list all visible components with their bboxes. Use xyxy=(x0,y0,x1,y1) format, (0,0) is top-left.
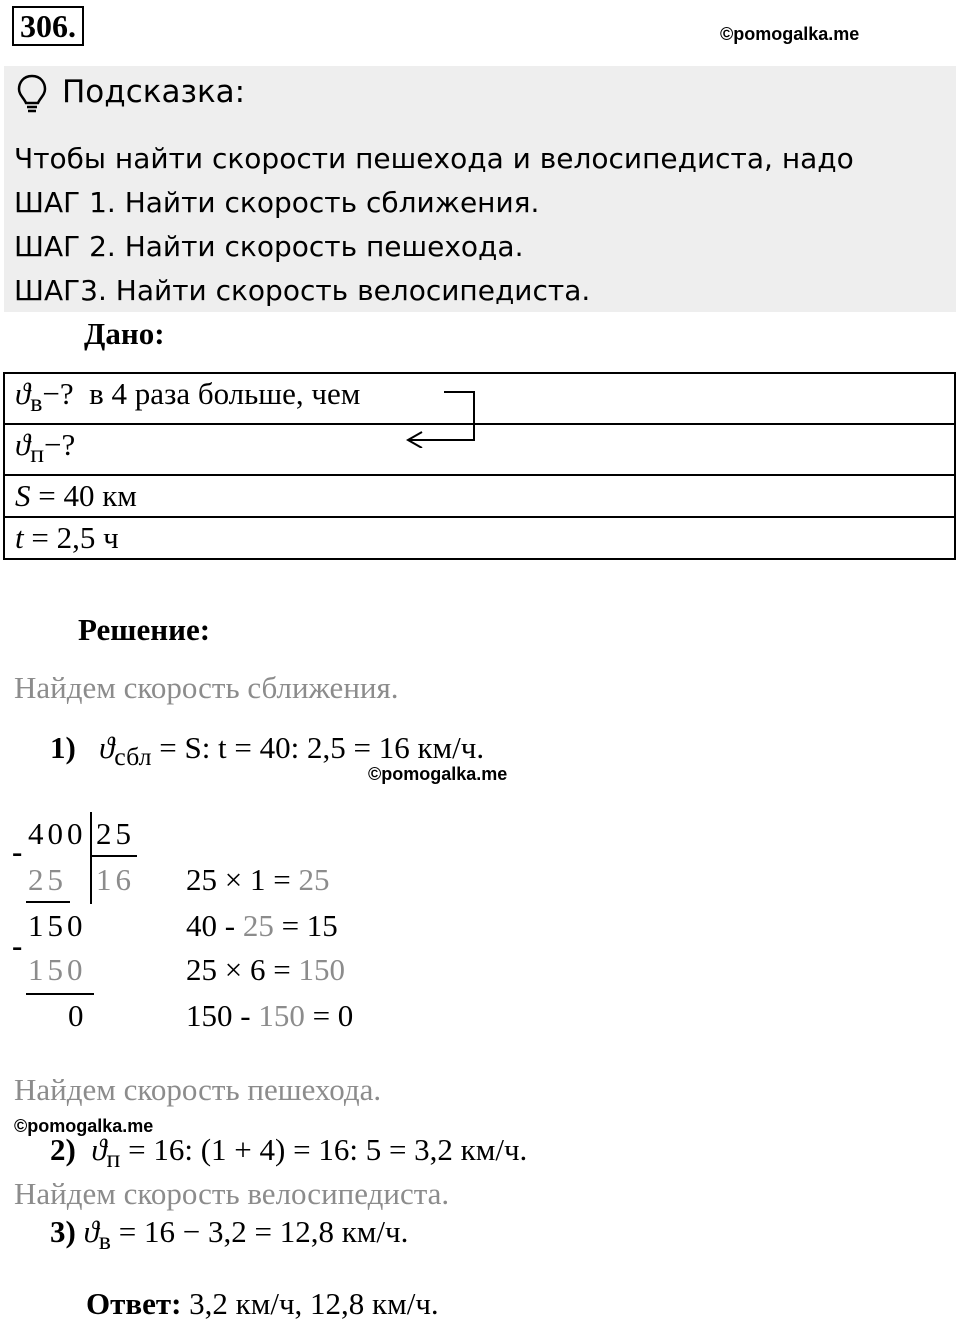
subscript: п xyxy=(106,1144,121,1174)
hint-title: Подсказка: xyxy=(62,74,246,110)
time-symbol: t xyxy=(15,520,24,556)
minus-sign: - xyxy=(12,834,23,869)
answer xyxy=(86,1286,439,1322)
watermark: ©pomogalka.me xyxy=(368,764,508,784)
step-2-equation xyxy=(50,1132,527,1174)
hint-step-3 xyxy=(14,274,590,307)
minus-sign: - xyxy=(12,928,23,963)
task-number: 306. xyxy=(12,6,84,46)
watermark: ©pomogalka.me xyxy=(14,1116,154,1136)
given-value: = 2,5 ч xyxy=(23,520,119,556)
velocity-symbol: ϑ xyxy=(91,1132,107,1167)
subtraction-line xyxy=(26,901,70,903)
division-vertical-line xyxy=(90,812,92,904)
step-label: ШАГ3. xyxy=(14,274,107,307)
subscript: в xyxy=(98,1226,111,1256)
velocity-symbol: ϑ xyxy=(83,1214,99,1249)
equation-expression: = 16 − 3,2 = 12,8 км/ч. xyxy=(111,1214,409,1249)
step-text: Найти скорость пешехода. xyxy=(124,230,524,263)
division-horizontal-line xyxy=(91,855,137,857)
division-note: 150 - 150 = 0 xyxy=(186,998,354,1033)
answer-text: 3,2 км/ч, 12,8 км/ч. xyxy=(181,1286,439,1321)
step-text: Найти скорость велосипедиста. xyxy=(115,274,591,307)
velocity-symbol: ϑ xyxy=(15,376,31,411)
step-number: 3) xyxy=(50,1214,76,1249)
remainder-final: 0 xyxy=(68,998,84,1033)
answer-label: Ответ: xyxy=(86,1286,182,1321)
solution-title: Решение: xyxy=(78,612,211,647)
cyclist-text: Найдем скорость велосипедиста. xyxy=(14,1176,450,1211)
relation-arrow xyxy=(400,386,484,448)
velocity-symbol: ϑ xyxy=(15,427,31,463)
given-value: −? xyxy=(42,376,74,411)
hint-intro: Чтобы найти скорости пешехода и велосипедиста, надо xyxy=(14,142,854,175)
division-note: 40 - 25 = 15 xyxy=(186,908,338,943)
given-value: = 40 км xyxy=(30,478,137,514)
step-3-equation xyxy=(50,1214,408,1256)
distance-symbol: S xyxy=(15,478,31,514)
given-row xyxy=(4,517,955,559)
lightbulb-icon xyxy=(16,74,48,114)
step-number: 2) xyxy=(50,1132,76,1167)
subscript: в xyxy=(30,388,43,418)
step-label: ШАГ 2. xyxy=(14,230,116,263)
given-title: Дано: xyxy=(84,316,165,351)
approach-text: Найдем скорость сближения. xyxy=(14,670,399,705)
division-note: 25 × 6 = 150 xyxy=(186,952,345,987)
dividend: 400 xyxy=(28,816,87,851)
given-value: −? xyxy=(44,427,76,463)
watermark: ©pomogalka.me xyxy=(720,24,860,44)
hint-step-2 xyxy=(14,230,523,263)
division-note: 25 × 1 = 25 xyxy=(186,862,330,897)
remainder-1: 150 xyxy=(28,908,87,943)
equation-expression: = S: t = 40: 2,5 = 16 км/ч. xyxy=(151,730,485,765)
subscript: п xyxy=(30,439,45,469)
step-text: Найти скорость сближения. xyxy=(124,186,540,219)
subscript: сбл xyxy=(114,742,152,772)
pedestrian-text: Найдем скорость пешехода. xyxy=(14,1072,382,1107)
velocity-symbol: ϑ xyxy=(99,730,115,765)
step-number: 1) xyxy=(50,730,76,765)
hint-step-1 xyxy=(14,186,539,219)
step-label: ШАГ 1. xyxy=(14,186,116,219)
subtrahend-2: 150 xyxy=(28,952,87,987)
subtrahend-1: 25 xyxy=(28,862,67,897)
quotient: 16 xyxy=(96,862,135,897)
relation-note: в 4 раза больше, чем xyxy=(89,376,361,411)
divisor: 25 xyxy=(96,816,135,851)
subtraction-line xyxy=(26,993,94,995)
equation-expression: = 16: (1 + 4) = 16: 5 = 3,2 км/ч. xyxy=(120,1132,528,1167)
given-row xyxy=(4,475,955,517)
